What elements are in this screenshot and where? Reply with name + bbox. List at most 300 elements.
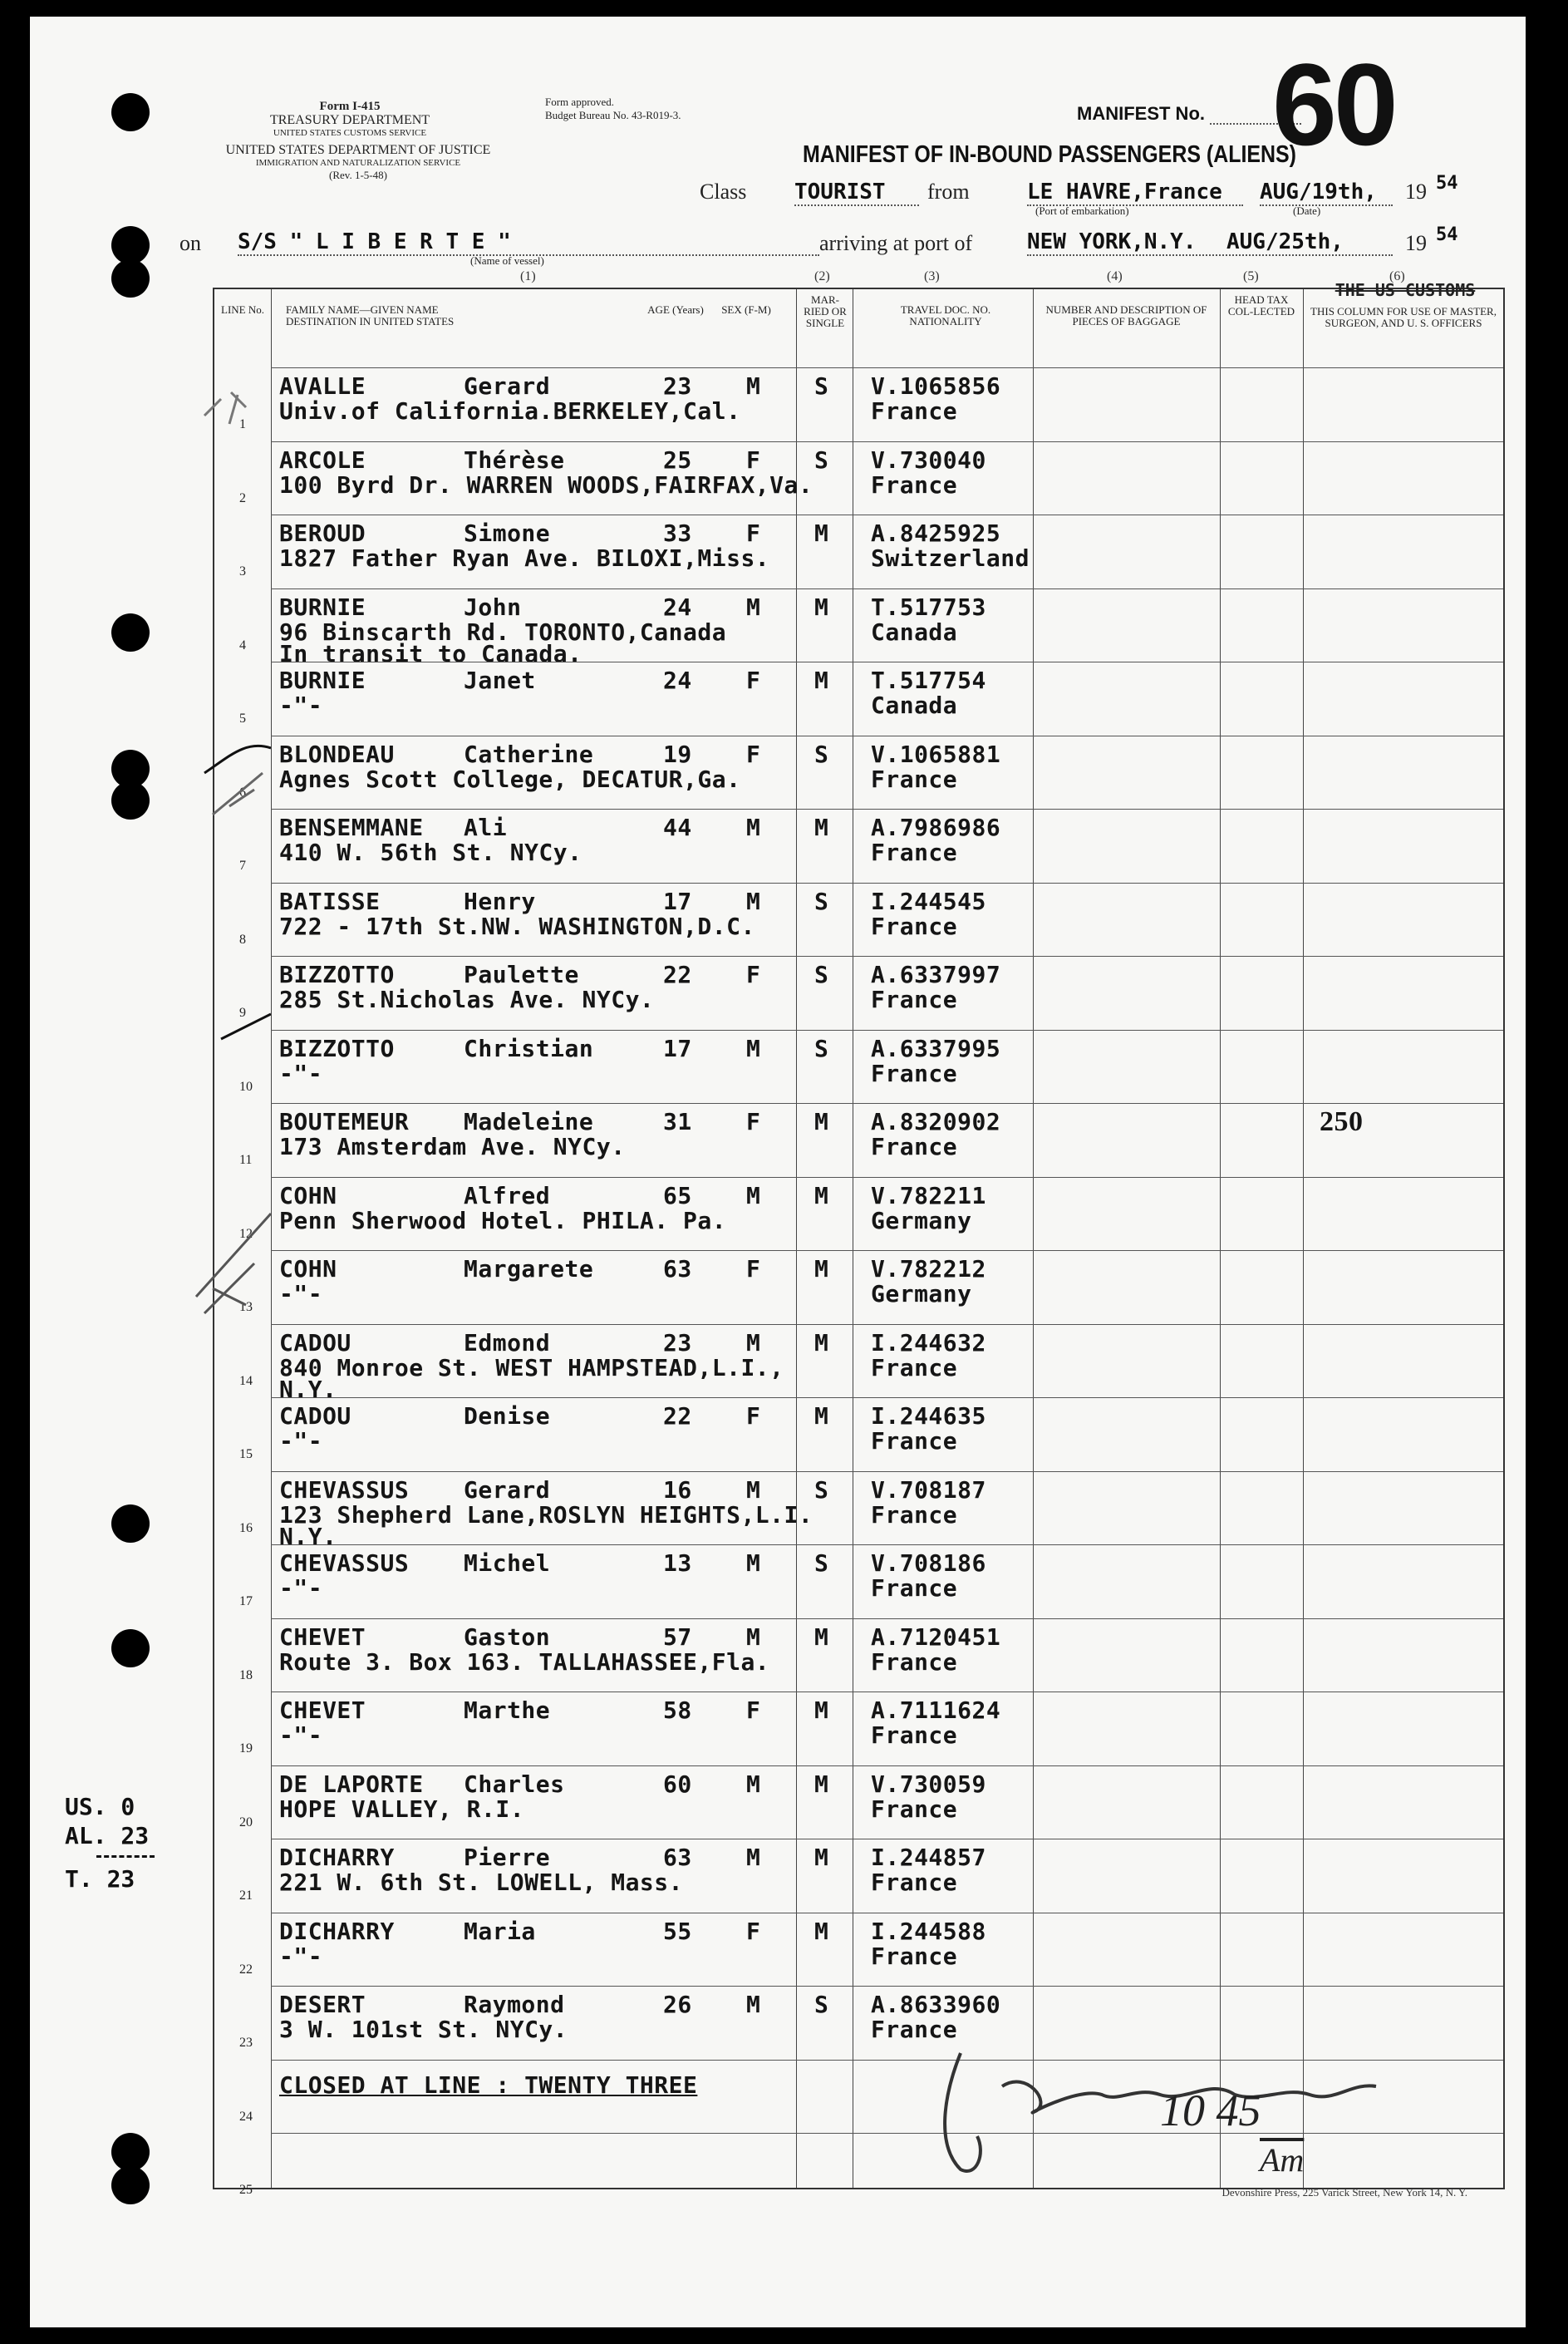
departure-date: AUG/19th, — [1260, 180, 1393, 206]
marital-status: S — [814, 740, 829, 768]
given-name: Madeleine — [464, 1108, 594, 1135]
column-number-1: (1) — [520, 269, 536, 283]
given-name: Paulette — [464, 961, 579, 988]
age: 63 — [663, 1255, 692, 1283]
given-name: Ali — [464, 814, 508, 841]
given-name: Alfred — [464, 1181, 551, 1209]
col-header-travel: TRAVEL DOC. NO. NATIONALITY — [900, 303, 991, 327]
destination: -"- — [279, 1059, 323, 1087]
marital-status: S — [814, 887, 829, 915]
given-name: Henry — [464, 887, 536, 915]
given-name: John — [464, 593, 522, 621]
row-divider — [271, 1030, 1503, 1031]
line-number: 16 — [239, 1520, 253, 1535]
vessel-caption: (Name of vessel) — [470, 254, 544, 267]
family-name: BATISSE — [279, 887, 381, 915]
row-divider — [271, 1177, 1503, 1178]
marital-status: S — [814, 961, 829, 988]
budget-bureau: Budget Bureau No. 43-R019-3. — [545, 109, 681, 121]
officer-note: 250 — [1320, 1106, 1364, 1137]
age: 31 — [663, 1108, 692, 1135]
marital-status: M — [814, 1328, 829, 1357]
line-number: 17 — [239, 1594, 253, 1608]
destination: 3 W. 101st St. NYCy. — [279, 2016, 568, 2043]
row-divider — [271, 367, 1503, 368]
sex: M — [746, 1328, 761, 1357]
family-name: COHN — [279, 1181, 337, 1209]
given-name: Catherine — [464, 740, 594, 768]
given-name: Pierre — [464, 1844, 551, 1871]
nationality: Canada — [871, 692, 958, 719]
destination-line2: N.Y. — [279, 1375, 337, 1403]
year-prefix-2: 19 — [1405, 231, 1427, 255]
marital-status: M — [814, 1844, 829, 1871]
marital-status: M — [814, 1917, 829, 1945]
year-prefix-1: 19 — [1405, 180, 1427, 204]
tally-aliens: AL. 23 — [65, 1822, 150, 1849]
manifest-title: MANIFEST OF IN-BOUND PASSENGERS (ALIENS) — [803, 141, 1296, 168]
port-embarkation: LE HAVRE,France — [1027, 180, 1243, 206]
family-name: CHEVET — [279, 1623, 366, 1651]
destination: 1827 Father Ryan Ave. BILOXI,Miss. — [279, 544, 770, 572]
table-row — [214, 883, 1503, 956]
arrival-date: AUG/25th, — [1226, 229, 1344, 254]
line-number: 22 — [239, 1962, 253, 1977]
line-number: 24 — [239, 2109, 253, 2124]
family-name: ARCOLE — [279, 446, 366, 474]
nationality: France — [871, 1721, 958, 1749]
age: 24 — [663, 667, 692, 694]
line-number: 4 — [239, 638, 246, 652]
given-name: Denise — [464, 1402, 551, 1430]
col-header-officers: THIS COLUMN FOR USE OF MASTER, SURGEON, AND U. S. OFFICERS — [1310, 305, 1497, 329]
line-number: 15 — [239, 1447, 253, 1461]
nationality: France — [871, 912, 958, 940]
family-name: BOUTEMEUR — [279, 1108, 410, 1135]
sex: M — [746, 1991, 761, 2018]
family-name: BENSEMMANE — [279, 814, 424, 841]
travel-doc-no: V.708187 — [871, 1475, 986, 1504]
marital-status: M — [814, 1255, 829, 1283]
destination: Univ.of California.BERKELEY,Cal. — [279, 397, 741, 425]
marital-status: S — [814, 1475, 829, 1504]
row-divider — [271, 809, 1503, 810]
line-number: 9 — [239, 1006, 246, 1020]
family-name: BURNIE — [279, 593, 366, 621]
given-name: Christian — [464, 1034, 594, 1062]
destination: 410 W. 56th St. NYCy. — [279, 839, 582, 866]
binder-hole — [111, 259, 150, 298]
arriving-label: arriving at port of — [819, 231, 973, 255]
line-number: 2 — [239, 490, 246, 505]
table-row — [214, 1471, 1503, 1550]
class-value: TOURIST — [794, 180, 919, 206]
row-divider — [271, 1765, 1503, 1766]
row-divider — [271, 441, 1503, 442]
table-row — [214, 1250, 1503, 1323]
travel-doc-no: I.244632 — [871, 1328, 986, 1357]
column-number-5: (5) — [1243, 269, 1259, 283]
destination: 173 Amsterdam Ave. NYCy. — [279, 1133, 626, 1160]
table-row — [214, 1177, 1503, 1250]
destination: -"- — [279, 692, 323, 719]
family-name: BURNIE — [279, 667, 366, 694]
nationality: Germany — [871, 1280, 972, 1307]
line-number: 7 — [239, 859, 246, 873]
sex: M — [746, 372, 761, 400]
marital-status: S — [814, 372, 829, 400]
line-number: 20 — [239, 1815, 253, 1829]
nationality: Canada — [871, 618, 958, 646]
nationality: France — [871, 470, 958, 499]
destination: 840 Monroe St. WEST HAMPSTEAD,L.I., — [279, 1353, 784, 1381]
line-number: 5 — [239, 712, 246, 726]
given-name: Gerard — [464, 372, 551, 400]
signature-ampm: $\overline{Am}$ — [1260, 2141, 1305, 2179]
year-typed-1: 54 — [1436, 173, 1458, 194]
printer-imprint: Devonshire Press, 225 Varick Street, New York 14, N. Y. — [1221, 2186, 1467, 2199]
nationality: France — [871, 1353, 958, 1381]
table-row — [214, 1839, 1503, 1912]
line-number: 10 — [239, 1079, 253, 1094]
nationality: France — [871, 1059, 958, 1087]
age: 44 — [663, 814, 692, 841]
nationality: France — [871, 1869, 958, 1896]
table-row — [214, 1765, 1503, 1839]
nationality: France — [871, 1795, 958, 1823]
travel-doc-no: T.517753 — [871, 593, 986, 621]
form-revision: (Rev. 1-5-48) — [329, 169, 387, 181]
row-divider — [271, 1397, 1503, 1398]
destination: -"- — [279, 1574, 323, 1602]
row-divider — [271, 588, 1503, 589]
row-divider — [271, 956, 1503, 957]
nationality: France — [871, 1500, 958, 1529]
customs-service: UNITED STATES CUSTOMS SERVICE — [273, 128, 427, 138]
given-name: Gaston — [464, 1623, 551, 1651]
age: 17 — [663, 887, 692, 915]
pencil-marks — [105, 382, 271, 2128]
sex: M — [746, 1034, 761, 1062]
nationality: France — [871, 765, 958, 793]
given-name: Marthe — [464, 1696, 551, 1724]
row-divider — [271, 1986, 1503, 1987]
marital-status: S — [814, 1034, 829, 1062]
family-name: COHN — [279, 1255, 337, 1283]
age: 23 — [663, 372, 692, 400]
nationality: France — [871, 986, 958, 1013]
marital-status: M — [814, 1402, 829, 1430]
table-row — [214, 367, 1503, 441]
travel-doc-no: T.517754 — [871, 667, 986, 694]
sex: F — [746, 446, 761, 474]
family-name: BEROUD — [279, 520, 366, 547]
column-number-4: (4) — [1107, 269, 1123, 283]
travel-doc-no: V.1065856 — [871, 372, 1001, 400]
nationality: Germany — [871, 1206, 972, 1234]
table-row — [214, 1324, 1503, 1403]
line-number: 23 — [239, 2036, 253, 2050]
family-name: CADOU — [279, 1402, 351, 1430]
travel-doc-no: I.244857 — [871, 1844, 986, 1871]
destination: 221 W. 6th St. LOWELL, Mass. — [279, 1869, 684, 1896]
travel-doc-no: V.782211 — [871, 1181, 986, 1209]
family-name: DE LAPORTE — [279, 1770, 424, 1798]
sex: M — [746, 1475, 761, 1504]
travel-doc-no: A.7986986 — [871, 814, 1001, 841]
row-divider — [271, 1544, 1503, 1545]
destination: 100 Byrd Dr. WARREN WOODS,FAIRFAX,Va. — [279, 470, 813, 499]
family-name: CHEVET — [279, 1696, 366, 1724]
col-header-line: LINE No. — [221, 303, 264, 316]
destination-line2: N.Y. — [279, 1522, 337, 1550]
table-row — [214, 1618, 1503, 1692]
tally-us: US. 0 — [65, 1793, 135, 1820]
nationality: France — [871, 397, 958, 425]
age: 63 — [663, 1844, 692, 1871]
age: 25 — [663, 446, 692, 474]
given-name: Gerard — [464, 1475, 551, 1504]
line-number: 21 — [239, 1888, 253, 1903]
age: 22 — [663, 961, 692, 988]
age: 22 — [663, 1402, 692, 1430]
binder-hole — [111, 2166, 150, 2204]
sex: M — [746, 1623, 761, 1651]
col-header-married: MAR-RIED OR SINGLE — [804, 293, 847, 329]
line-number: 8 — [239, 932, 246, 947]
treasury-dept: TREASURY DEPARTMENT — [269, 113, 430, 127]
given-name: Margarete — [464, 1255, 594, 1283]
on-label: on — [179, 231, 201, 255]
given-name: Maria — [464, 1917, 536, 1945]
row-divider — [271, 1250, 1503, 1251]
row-divider — [271, 1103, 1503, 1104]
sex: M — [746, 1549, 761, 1577]
closed-at-line: CLOSED AT LINE : TWENTY THREE — [279, 2071, 698, 2099]
destination: 722 - 17th St.NW. WASHINGTON,D.C. — [279, 912, 755, 940]
col-header-sex: SEX (F-M) — [721, 303, 771, 316]
marital-status: M — [814, 1181, 829, 1209]
travel-doc-no: A.8425925 — [871, 520, 1001, 547]
sex: M — [746, 814, 761, 841]
line-number: 11 — [239, 1153, 253, 1167]
age: 65 — [663, 1181, 692, 1209]
nationality: France — [871, 2016, 958, 2043]
justice-dept: UNITED STATES DEPARTMENT OF JUSTICE — [225, 143, 491, 157]
family-name: CADOU — [279, 1328, 351, 1357]
family-name: DESERT — [279, 1991, 366, 2018]
destination: HOPE VALLEY, R.I. — [279, 1795, 525, 1823]
travel-doc-no: V.1065881 — [871, 740, 1001, 768]
family-name: BLONDEAU — [279, 740, 395, 768]
given-name: Simone — [464, 520, 551, 547]
sex: F — [746, 667, 761, 694]
family-name: CHEVASSUS — [279, 1475, 410, 1504]
age: 60 — [663, 1770, 692, 1798]
age: 26 — [663, 1991, 692, 2018]
table-row — [214, 1913, 1503, 1986]
column-number-6: (6) — [1389, 269, 1405, 283]
col-header-age: AGE (Years) — [647, 303, 704, 316]
nationality: France — [871, 1133, 958, 1160]
sex: M — [746, 1181, 761, 1209]
sex: F — [746, 1402, 761, 1430]
date-caption: (Date) — [1293, 204, 1321, 217]
marital-status: S — [814, 1549, 829, 1577]
col-header-name: FAMILY NAME—GIVEN NAME DESTINATION IN UNITED STATES — [286, 303, 455, 327]
table-row — [214, 515, 1503, 588]
travel-doc-no: V.730040 — [871, 446, 986, 474]
signature-time: 10 45 — [1160, 2085, 1261, 2135]
age: 55 — [663, 1917, 692, 1945]
customs-stamp: THE US CUSTOMS — [1335, 280, 1476, 300]
travel-doc-no: A.6337997 — [871, 961, 1001, 988]
age: 58 — [663, 1696, 692, 1724]
marital-status: M — [814, 1770, 829, 1798]
sex: F — [746, 1108, 761, 1135]
travel-doc-no: I.244545 — [871, 887, 986, 915]
travel-doc-no: A.7111624 — [871, 1696, 1001, 1724]
marital-status: S — [814, 446, 829, 474]
family-name: DICHARRY — [279, 1844, 395, 1871]
family-name: DICHARRY — [279, 1917, 395, 1945]
age: 19 — [663, 740, 692, 768]
marital-status: S — [814, 1991, 829, 2018]
line-number: 13 — [239, 1300, 253, 1314]
arrival-port: NEW YORK,N.Y. — [1027, 229, 1393, 256]
marital-status: M — [814, 1623, 829, 1651]
given-name: Raymond — [464, 1991, 565, 2018]
travel-doc-no: A.6337995 — [871, 1034, 1001, 1062]
table-row — [214, 956, 1503, 1029]
table-row — [214, 1397, 1503, 1470]
line-number: 14 — [239, 1373, 253, 1388]
destination: -"- — [279, 1280, 323, 1307]
age: 24 — [663, 593, 692, 621]
destination: Penn Sherwood Hotel. PHILA. Pa. — [279, 1206, 727, 1234]
form-number: Form I-415 — [319, 100, 381, 113]
destination: 285 St.Nicholas Ave. NYCy. — [279, 986, 655, 1013]
marital-status: M — [814, 814, 829, 841]
nationality: France — [871, 1942, 958, 1970]
nationality: Switzerland — [871, 544, 1030, 572]
table-row — [214, 441, 1503, 515]
column-number-2: (2) — [814, 269, 830, 283]
age: 57 — [663, 1623, 692, 1651]
sex: M — [746, 887, 761, 915]
sex: F — [746, 1917, 761, 1945]
travel-doc-no: V.782212 — [871, 1255, 986, 1283]
destination: -"- — [279, 1942, 323, 1970]
table-row — [214, 1103, 1503, 1176]
sex: F — [746, 1696, 761, 1724]
table-row — [214, 662, 1503, 735]
family-name: BIZZOTTO — [279, 1034, 395, 1062]
given-name: Thérèse — [464, 446, 565, 474]
age: 17 — [663, 1034, 692, 1062]
given-name: Charles — [464, 1770, 565, 1798]
line-number: 12 — [239, 1226, 253, 1241]
col-header-headtax: HEAD TAX COL-LECTED — [1227, 293, 1295, 318]
nationality: France — [871, 1647, 958, 1676]
given-name: Michel — [464, 1549, 551, 1577]
tally-total: T. 23 — [65, 1865, 135, 1893]
destination: Route 3. Box 163. TALLAHASSEE,Fla. — [279, 1647, 770, 1676]
destination: 96 Binscarth Rd. TORONTO,Canada — [279, 618, 727, 646]
destination: 123 Shepherd Lane,ROSLYN HEIGHTS,L.I. — [279, 1500, 813, 1529]
column-number-3: (3) — [924, 269, 940, 283]
marital-status: M — [814, 1108, 829, 1135]
sex: F — [746, 520, 761, 547]
vessel-name: S/S " L I B E R T E " — [238, 229, 819, 256]
marital-status: M — [814, 593, 829, 621]
table-row — [214, 736, 1503, 809]
sex: M — [746, 1844, 761, 1871]
nationality: France — [871, 839, 958, 866]
family-name: AVALLE — [279, 372, 366, 400]
table-row — [214, 809, 1503, 882]
travel-doc-no: V.708186 — [871, 1549, 986, 1577]
family-name: BIZZOTTO — [279, 961, 395, 988]
row-divider — [271, 1618, 1503, 1619]
sex: F — [746, 1255, 761, 1283]
year-typed-2: 54 — [1436, 224, 1458, 245]
marital-status: M — [814, 667, 829, 694]
manifest-number: 60 — [1272, 39, 1395, 170]
family-name: CHEVASSUS — [279, 1549, 410, 1577]
manifest-page — [30, 17, 1526, 2327]
destination: -"- — [279, 1721, 323, 1749]
row-divider — [271, 883, 1503, 884]
marital-status: M — [814, 1696, 829, 1724]
row-divider — [271, 1471, 1503, 1472]
travel-doc-no: A.7120451 — [871, 1623, 1001, 1651]
table-row — [214, 1692, 1503, 1765]
travel-doc-no: I.244588 — [871, 1917, 986, 1945]
manifest-no-label: MANIFEST No. — [1077, 103, 1205, 124]
nationality: France — [871, 1427, 958, 1455]
port-embarkation-caption: (Port of embarkation) — [1035, 204, 1129, 217]
line-number: 18 — [239, 1667, 253, 1682]
row-divider — [271, 1324, 1503, 1325]
form-approved: Form approved. — [545, 96, 615, 108]
nationality: France — [871, 1574, 958, 1602]
line-number: 3 — [239, 564, 246, 579]
line-number: 1 — [239, 417, 246, 431]
given-name: Edmond — [464, 1328, 551, 1357]
age: 13 — [663, 1549, 692, 1577]
line-number: 25 — [239, 2183, 253, 2197]
travel-doc-no: A.8633960 — [871, 1991, 1001, 2018]
class-label: Class — [700, 180, 747, 204]
travel-doc-no: A.8320902 — [871, 1108, 1001, 1135]
given-name: Janet — [464, 667, 536, 694]
sex: M — [746, 1770, 761, 1798]
age: 16 — [663, 1475, 692, 1504]
travel-doc-no: I.244635 — [871, 1402, 986, 1430]
destination: -"- — [279, 1427, 323, 1455]
destination: Agnes Scott College, DECATUR,Ga. — [279, 765, 741, 793]
age: 33 — [663, 520, 692, 547]
table-row — [214, 1030, 1503, 1103]
from-label: from — [927, 180, 970, 204]
sex: F — [746, 961, 761, 988]
ins-service: IMMIGRATION AND NATURALIZATION SERVICE — [255, 158, 461, 168]
table-row — [214, 1544, 1503, 1618]
table-row — [214, 588, 1503, 667]
sex: F — [746, 740, 761, 768]
line-number: 6 — [239, 785, 246, 800]
